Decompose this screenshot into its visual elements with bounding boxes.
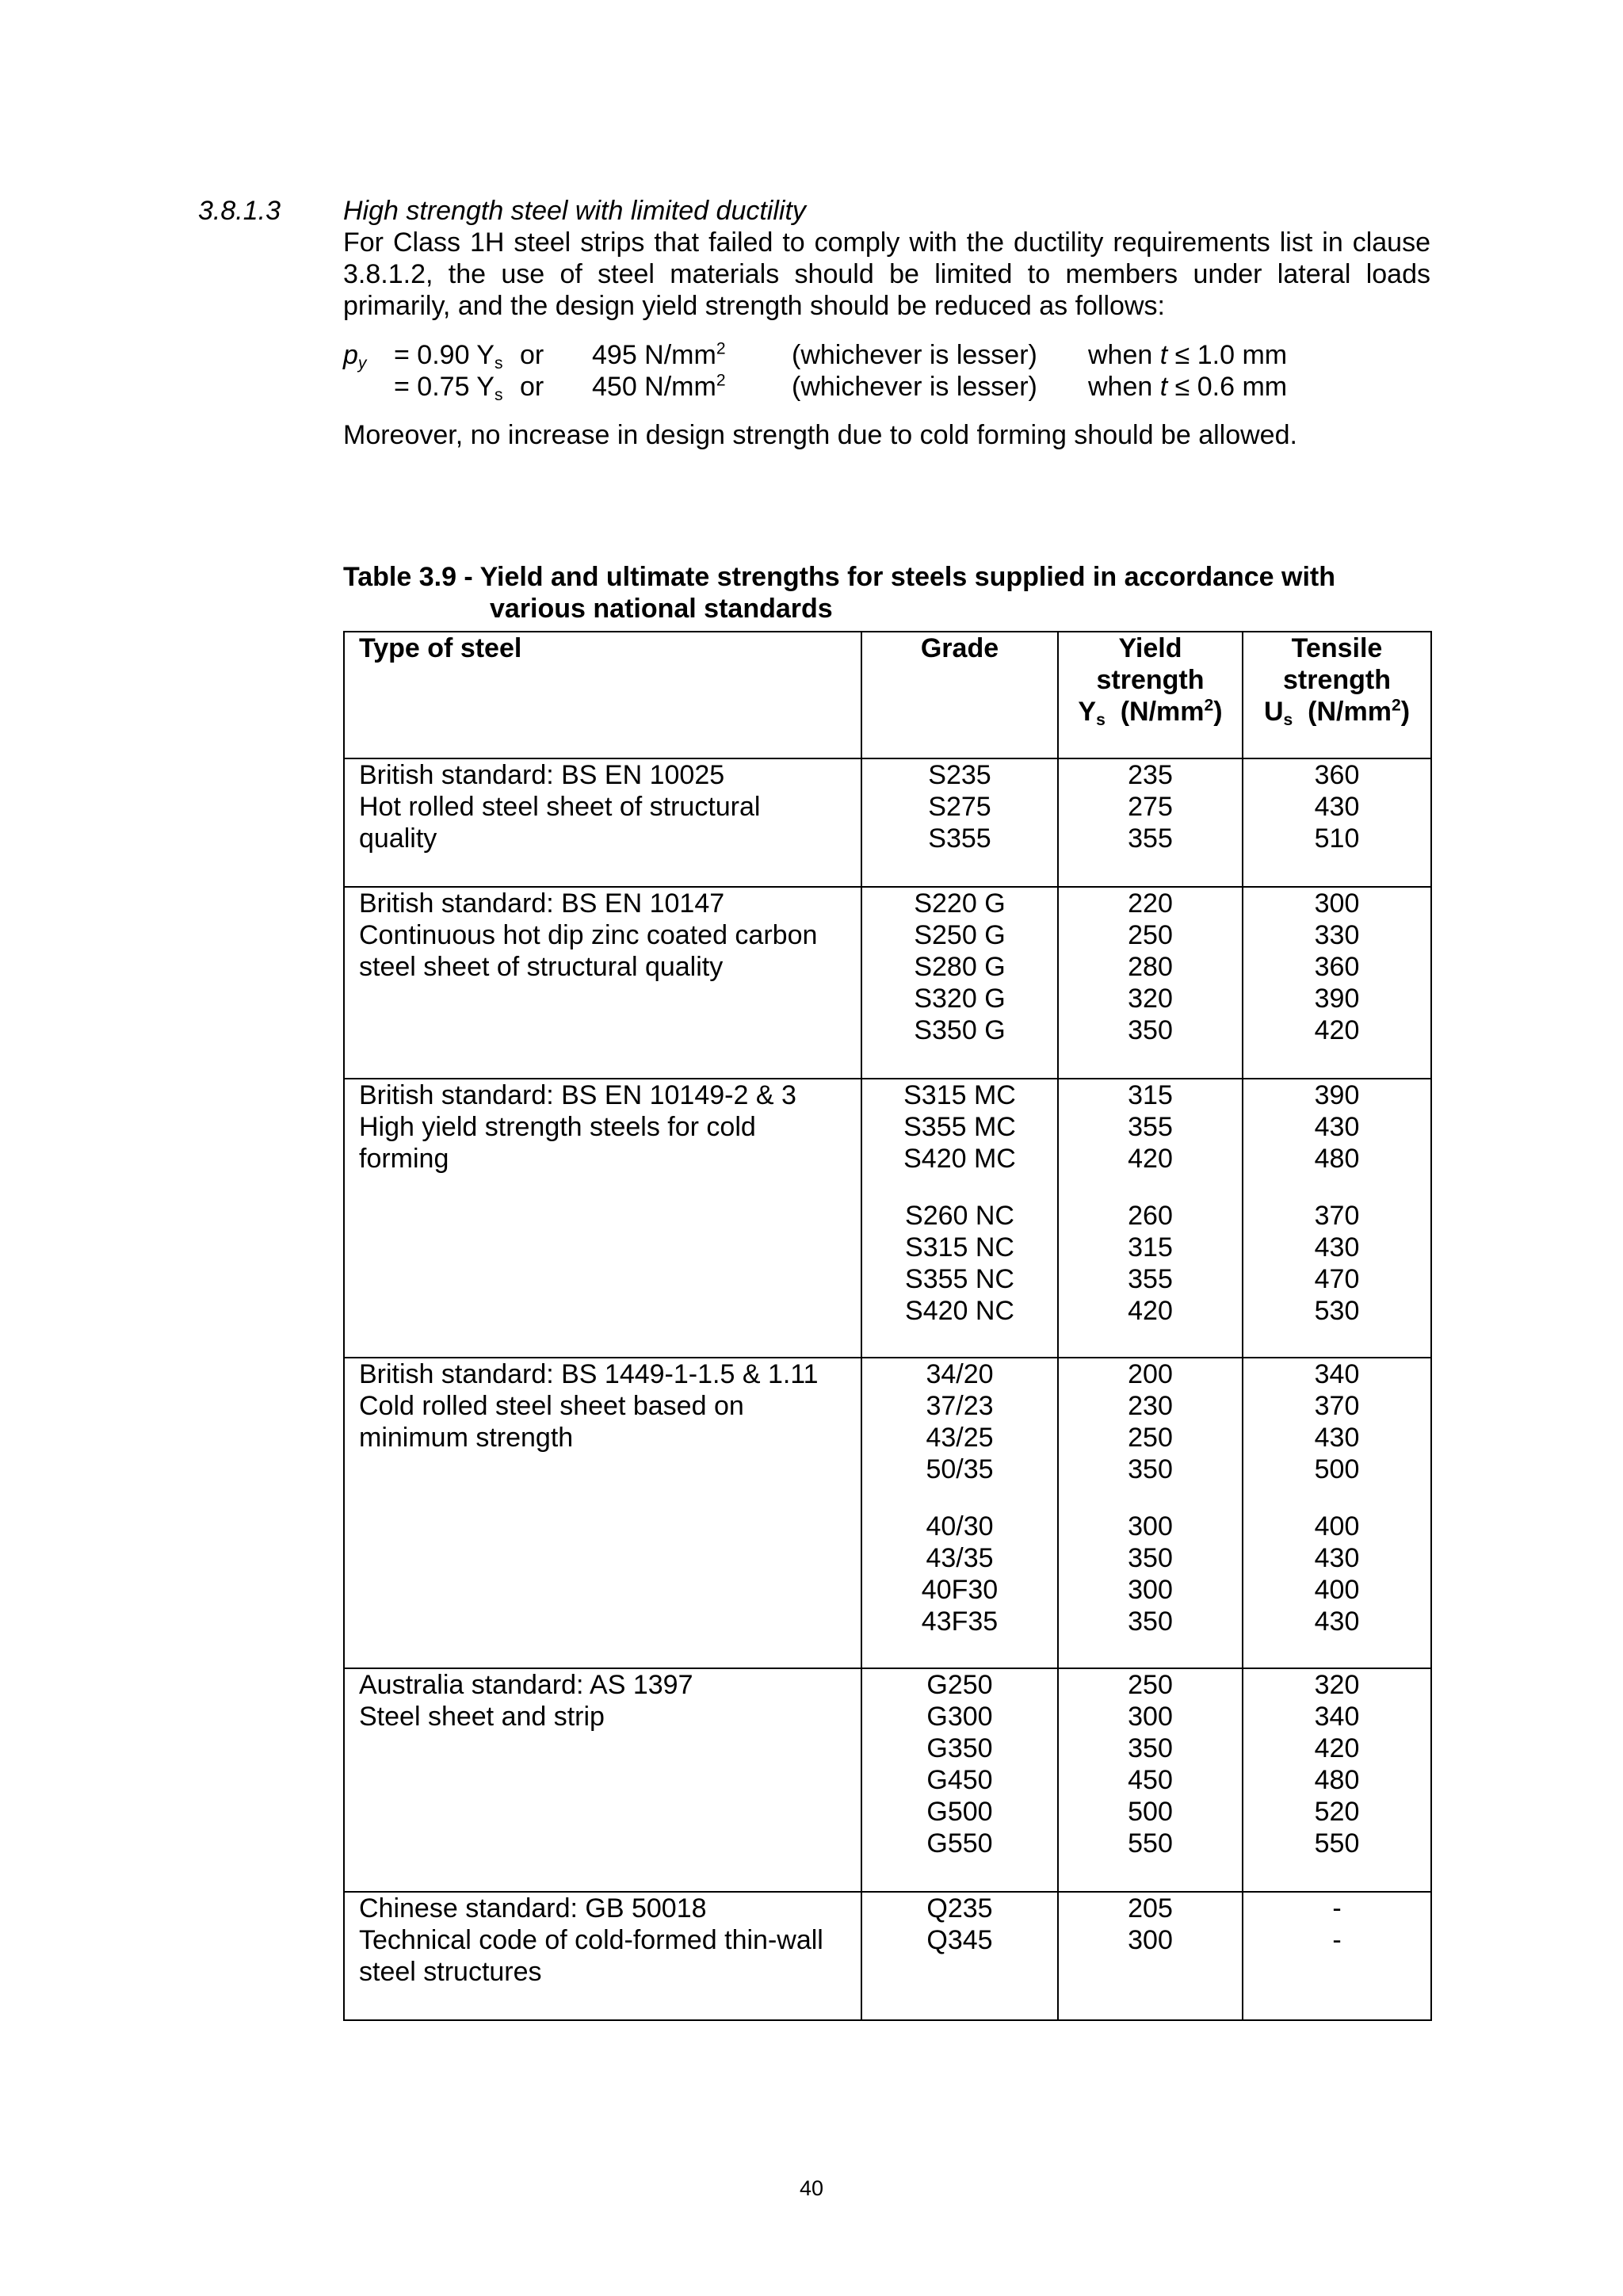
grade-value: G450 — [926, 1765, 993, 1795]
table-row — [344, 1892, 1431, 2020]
equation-note: (whichever is lesser) — [792, 372, 1037, 402]
yield-value: 205 — [1128, 1893, 1173, 1924]
table-caption: Table 3.9 - Yield and ultimate strengths for steels supplied in accordance with various national standards — [343, 562, 1336, 624]
steel-type-line: Continuous hot dip zinc coated carbon — [359, 920, 818, 950]
tensile-value: 430 — [1314, 1232, 1360, 1263]
table-row — [344, 758, 1431, 887]
grade-value: S235 — [928, 760, 991, 790]
grade-value: Q345 — [926, 1925, 993, 1955]
equation-row-1 — [343, 339, 1453, 371]
steel-type-line: British standard: BS 1449-1-1.5 & 1.11 — [359, 1359, 819, 1389]
equation-expr: = 0.75 $Y_s$ — [394, 372, 503, 404]
tensile-value: 480 — [1314, 1144, 1360, 1174]
equation-note: (whichever is lesser) — [792, 340, 1037, 370]
tensile-value: 550 — [1314, 1828, 1360, 1859]
yield-value: 350 — [1128, 1015, 1173, 1045]
grade-value: S355 NC — [905, 1264, 1014, 1294]
equation-limit: 450 $N/mm^2$ — [592, 371, 726, 402]
grade-value: S420 MC — [903, 1144, 1016, 1174]
cell-tensile-strength — [1243, 758, 1431, 887]
tensile-value: 470 — [1314, 1264, 1360, 1294]
yield-value: 350 — [1128, 1543, 1173, 1573]
grade-value: 43F35 — [921, 1606, 999, 1637]
yield-value: 280 — [1128, 952, 1173, 982]
equation-or: or — [520, 340, 544, 370]
cell-tensile-strength — [1243, 1668, 1431, 1892]
cell-steel-type — [344, 887, 861, 1079]
cell-grade — [861, 1358, 1058, 1668]
steel-type-line: Hot rolled steel sheet of structural — [359, 792, 761, 822]
tensile-value: 430 — [1314, 1543, 1360, 1573]
table-row — [344, 1358, 1431, 1668]
grade-value: S275 — [928, 792, 991, 822]
tensile-value: 370 — [1314, 1201, 1360, 1231]
grade-value: G300 — [926, 1702, 993, 1732]
yield-value: 250 — [1128, 1670, 1173, 1700]
row-spacer — [1059, 1175, 1242, 1200]
header-yield: Yield strength $Y_s$ $(N/mm^2)$ — [1058, 632, 1243, 758]
cell-yield-strength — [1058, 758, 1243, 887]
tensile-value: 340 — [1314, 1359, 1360, 1389]
grade-value: S350 G — [914, 1015, 1006, 1045]
grade-value: G550 — [926, 1828, 993, 1859]
tensile-value: 430 — [1314, 792, 1360, 822]
row-spacer — [1243, 1485, 1430, 1511]
cell-yield-strength — [1058, 1079, 1243, 1358]
grade-value: 43/35 — [926, 1543, 994, 1573]
yield-value: 550 — [1128, 1828, 1173, 1859]
yield-value: 220 — [1128, 888, 1173, 919]
yield-value: 450 — [1128, 1765, 1173, 1795]
grade-value: G250 — [926, 1670, 993, 1700]
cell-tensile-strength — [1243, 1892, 1431, 2020]
steel-type-line: Chinese standard: GB 50018 — [359, 1893, 707, 1924]
tensile-value: 430 — [1314, 1423, 1360, 1453]
grade-value: G350 — [926, 1733, 993, 1763]
equation-condition: when t ≤ 1.0 mm — [1088, 340, 1288, 370]
row-spacer — [862, 1175, 1057, 1200]
cell-tensile-strength — [1243, 887, 1431, 1079]
row-spacer — [1243, 1175, 1430, 1200]
equation-symbol: $p_y$ — [343, 340, 367, 372]
steel-type-line: British standard: BS EN 10147 — [359, 888, 725, 919]
page-number: 40 — [799, 2176, 824, 2200]
cell-grade — [861, 887, 1058, 1079]
yield-value: 350 — [1128, 1733, 1173, 1763]
yield-value: 300 — [1128, 1575, 1173, 1605]
yield-value: 250 — [1128, 1423, 1173, 1453]
steel-type-line: Steel sheet and strip — [359, 1702, 605, 1732]
tensile-value: 500 — [1314, 1454, 1360, 1484]
header-type: Type of steel — [344, 632, 861, 758]
steel-type-line: minimum strength — [359, 1423, 574, 1453]
section-paragraph: For Class 1H steel strips that failed to comply with the ductility requirements list in clause 3.8.1.2, the use of steel materials should be limited to members under lateral loads primarily, and the design yield strength should be reduced as follows: — [343, 227, 1430, 321]
row-spacer — [862, 1485, 1057, 1511]
tensile-value: 370 — [1314, 1391, 1360, 1421]
yield-value: 260 — [1128, 1201, 1173, 1231]
steel-type-line: British standard: BS EN 10025 — [359, 760, 725, 790]
table-header-row — [344, 632, 1431, 758]
steel-type-line: steel sheet of structural quality — [359, 952, 724, 982]
cell-steel-type — [344, 1668, 861, 1892]
grade-value: S260 NC — [905, 1201, 1014, 1231]
grade-value: S320 G — [914, 984, 1006, 1014]
tensile-value: 530 — [1314, 1296, 1360, 1326]
yield-value: 315 — [1128, 1080, 1173, 1110]
tensile-value: 340 — [1314, 1702, 1360, 1732]
closing-paragraph: Moreover, no increase in design strength due to cold forming should be allowed. — [343, 420, 1297, 450]
cell-grade — [861, 758, 1058, 887]
yield-value: 300 — [1128, 1702, 1173, 1732]
yield-value: 315 — [1128, 1232, 1173, 1263]
yield-value: 355 — [1128, 823, 1173, 854]
tensile-value: 390 — [1314, 1080, 1360, 1110]
yield-value: 350 — [1128, 1606, 1173, 1637]
yield-value: 230 — [1128, 1391, 1173, 1421]
grade-value: 40/30 — [926, 1511, 994, 1541]
tensile-value: 330 — [1314, 920, 1360, 950]
tensile-value: 430 — [1314, 1606, 1360, 1637]
header-grade: Grade — [861, 632, 1058, 758]
equation-row-2 — [343, 371, 1453, 403]
cell-grade — [861, 1892, 1058, 2020]
cell-steel-type — [344, 1892, 861, 2020]
tensile-value: 400 — [1314, 1511, 1360, 1541]
steel-type-line: British standard: BS EN 10149-2 & 3 — [359, 1080, 796, 1110]
yield-value: 250 — [1128, 920, 1173, 950]
grade-value: S355 — [928, 823, 991, 854]
steel-type-line: Technical code of cold-formed thin-wall — [359, 1925, 823, 1955]
tensile-value: 360 — [1314, 952, 1360, 982]
yield-value: 355 — [1128, 1264, 1173, 1294]
cell-tensile-strength — [1243, 1358, 1431, 1668]
grade-value: Q235 — [926, 1893, 993, 1924]
steel-type-line: High yield strength steels for cold — [359, 1112, 756, 1142]
yield-value: 355 — [1128, 1112, 1173, 1142]
grade-value: S220 G — [914, 888, 1006, 919]
tensile-value: 400 — [1314, 1575, 1360, 1605]
yield-value: 300 — [1128, 1511, 1173, 1541]
cell-yield-strength — [1058, 1892, 1243, 2020]
equation-limit: 495 $N/mm^2$ — [592, 339, 726, 370]
grade-value: 43/25 — [926, 1423, 994, 1453]
steel-type-line: steel structures — [359, 1957, 542, 1987]
cell-tensile-strength — [1243, 1079, 1431, 1358]
yield-value: 500 — [1128, 1797, 1173, 1827]
yield-value: 235 — [1128, 760, 1173, 790]
yield-value: 200 — [1128, 1359, 1173, 1389]
grade-value: 34/20 — [926, 1359, 994, 1389]
grade-value: 37/23 — [926, 1391, 994, 1421]
cell-yield-strength — [1058, 887, 1243, 1079]
header-tensile: Tensile strength $U_s$ $(N/mm^2)$ — [1243, 632, 1431, 758]
yield-value: 300 — [1128, 1925, 1173, 1955]
equation-condition: when t ≤ 0.6 mm — [1088, 372, 1288, 402]
section-title: High strength steel with limited ductility — [343, 196, 806, 226]
table-row — [344, 1079, 1431, 1358]
tensile-value: 510 — [1314, 823, 1360, 854]
yield-value: 275 — [1128, 792, 1173, 822]
yield-value: 420 — [1128, 1296, 1173, 1326]
grade-value: S355 MC — [903, 1112, 1016, 1142]
tensile-value: 390 — [1314, 984, 1360, 1014]
tensile-value: 430 — [1314, 1112, 1360, 1142]
grade-value: 40F30 — [921, 1575, 999, 1605]
tensile-value: 480 — [1314, 1765, 1360, 1795]
yield-value: 320 — [1128, 984, 1173, 1014]
cell-grade — [861, 1668, 1058, 1892]
tensile-value: - — [1332, 1925, 1342, 1955]
cell-steel-type — [344, 758, 861, 887]
row-spacer — [1059, 1485, 1242, 1511]
cell-steel-type — [344, 1079, 861, 1358]
steel-strength-table — [343, 631, 1432, 2021]
cell-yield-strength — [1058, 1358, 1243, 1668]
grade-value: S280 G — [914, 952, 1006, 982]
yield-value: 420 — [1128, 1144, 1173, 1174]
equation-expr: = 0.90 $Y_s$ — [394, 340, 503, 372]
tensile-value: 300 — [1314, 888, 1360, 919]
tensile-value: 520 — [1314, 1797, 1360, 1827]
yield-value: 350 — [1128, 1454, 1173, 1484]
cell-steel-type — [344, 1358, 861, 1668]
grade-value: S315 NC — [905, 1232, 1014, 1263]
table-row — [344, 1668, 1431, 1892]
table-row — [344, 887, 1431, 1079]
tensile-value: 320 — [1314, 1670, 1360, 1700]
tensile-value: 360 — [1314, 760, 1360, 790]
steel-type-line: quality — [359, 823, 437, 854]
grade-value: S315 MC — [903, 1080, 1016, 1110]
cell-yield-strength — [1058, 1668, 1243, 1892]
grade-value: S250 G — [914, 920, 1006, 950]
tensile-value: - — [1332, 1893, 1342, 1924]
steel-type-line: Australia standard: AS 1397 — [359, 1670, 693, 1700]
steel-type-line: forming — [359, 1144, 449, 1174]
cell-grade — [861, 1079, 1058, 1358]
grade-value: G500 — [926, 1797, 993, 1827]
tensile-value: 420 — [1314, 1015, 1360, 1045]
steel-type-line: Cold rolled steel sheet based on — [359, 1391, 744, 1421]
equation-or: or — [520, 372, 544, 402]
section-number: 3.8.1.3 — [198, 196, 281, 226]
grade-value: S420 NC — [905, 1296, 1014, 1326]
grade-value: 50/35 — [926, 1454, 994, 1484]
tensile-value: 420 — [1314, 1733, 1360, 1763]
